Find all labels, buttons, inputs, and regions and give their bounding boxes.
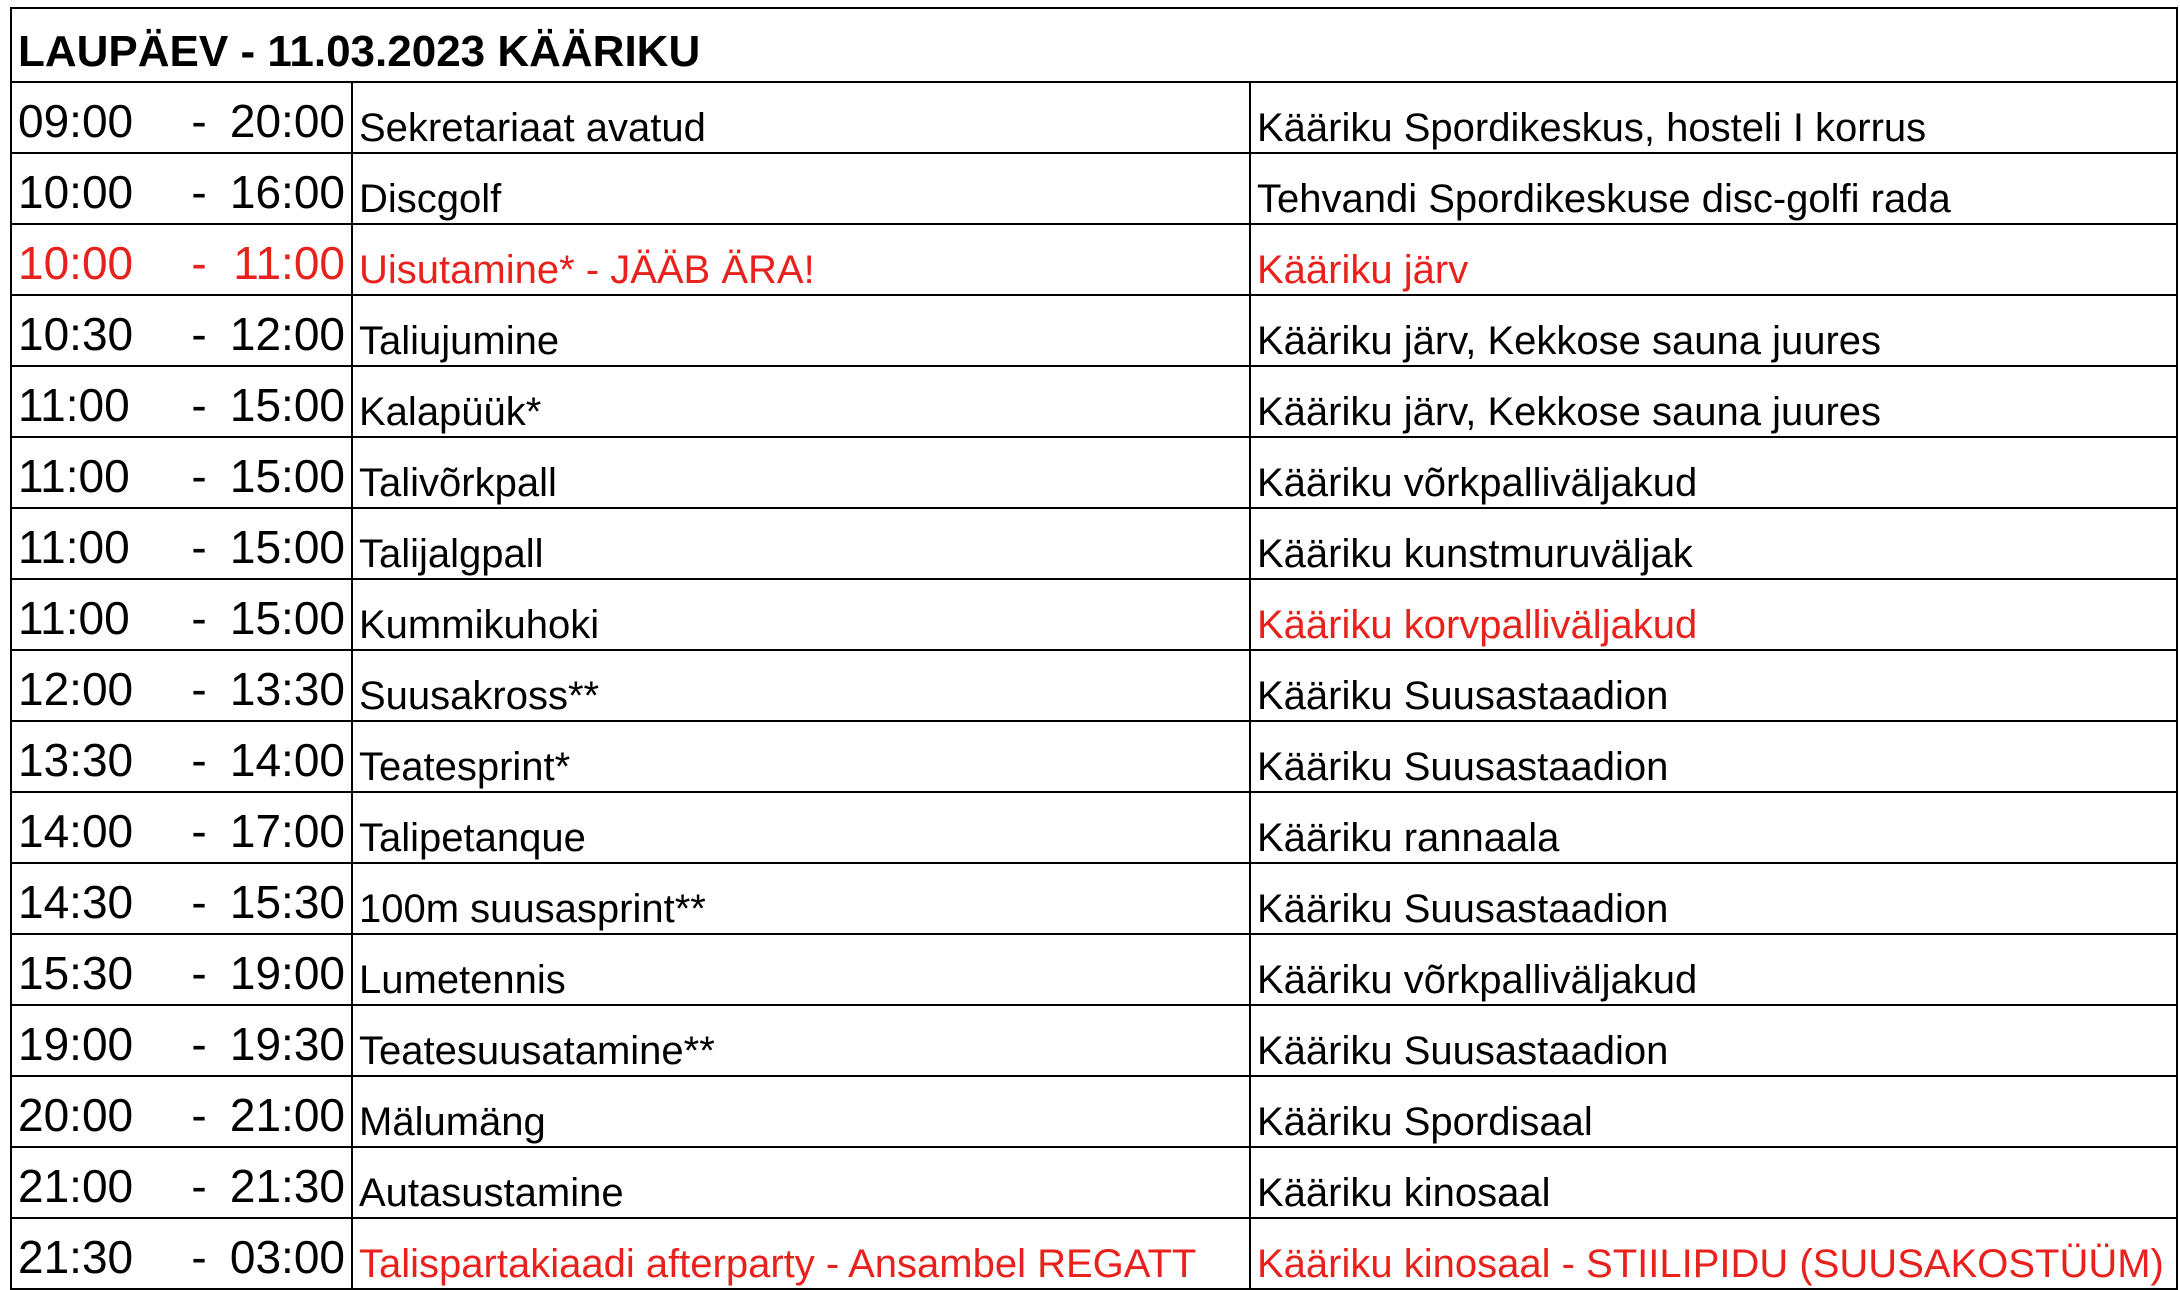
location-cell: Kääriku Suusastaadion (1250, 650, 2177, 721)
schedule-table (10, 7, 2178, 1290)
start-time-cell: 11:00 (11, 366, 174, 437)
activity-cell: Talipetanque (352, 792, 1250, 863)
table-row (11, 437, 2177, 508)
start-time-cell: 14:30 (11, 863, 174, 934)
location-cell: Kääriku kinosaal (1250, 1147, 2177, 1218)
activity-cell: Taliujumine (352, 295, 1250, 366)
activity-cell: Teatesuusatamine** (352, 1005, 1250, 1076)
end-time-cell: 21:00 (224, 1076, 352, 1147)
table-row (11, 224, 2177, 295)
location-cell: Kääriku Suusastaadion (1250, 1005, 2177, 1076)
activity-cell: Talispartakiaadi afterparty - Ansambel REGATT (352, 1218, 1250, 1289)
start-time-cell: 11:00 (11, 508, 174, 579)
activity-cell: Uisutamine* - JÄÄB ÄRA! (352, 224, 1250, 295)
table-row (11, 1147, 2177, 1218)
location-cell: Kääriku rannaala (1250, 792, 2177, 863)
time-separator: - (174, 1147, 224, 1218)
time-separator: - (174, 863, 224, 934)
time-separator: - (174, 366, 224, 437)
start-time-cell: 19:00 (11, 1005, 174, 1076)
table-row (11, 508, 2177, 579)
time-separator: - (174, 437, 224, 508)
activity-cell: 100m suusasprint** (352, 863, 1250, 934)
end-time-cell: 11:00 (224, 224, 352, 295)
location-cell: Kääriku Spordisaal (1250, 1076, 2177, 1147)
time-separator: - (174, 934, 224, 1005)
table-row (11, 1005, 2177, 1076)
activity-cell: Sekretariaat avatud (352, 82, 1250, 153)
time-separator: - (174, 1076, 224, 1147)
start-time-cell: 10:00 (11, 224, 174, 295)
activity-cell: Mälumäng (352, 1076, 1250, 1147)
location-cell: Tehvandi Spordikeskuse disc-golfi rada (1250, 153, 2177, 224)
start-time-cell: 21:30 (11, 1218, 174, 1289)
time-separator: - (174, 224, 224, 295)
location-cell: Kääriku võrkpalliväljakud (1250, 934, 2177, 1005)
table-row (11, 295, 2177, 366)
time-separator: - (174, 508, 224, 579)
time-separator: - (174, 792, 224, 863)
end-time-cell: 15:00 (224, 508, 352, 579)
location-cell: Kääriku korvpalliväljakud (1250, 579, 2177, 650)
table-row (11, 579, 2177, 650)
start-time-cell: 12:00 (11, 650, 174, 721)
end-time-cell: 19:30 (224, 1005, 352, 1076)
location-cell: Kääriku järv, Kekkose sauna juures (1250, 295, 2177, 366)
title-row (11, 8, 2177, 82)
time-separator: - (174, 650, 224, 721)
table-row (11, 366, 2177, 437)
location-cell: Kääriku Suusastaadion (1250, 721, 2177, 792)
end-time-cell: 21:30 (224, 1147, 352, 1218)
activity-cell: Kummikuhoki (352, 579, 1250, 650)
end-time-cell: 15:00 (224, 579, 352, 650)
end-time-cell: 20:00 (224, 82, 352, 153)
activity-cell: Kalapüük* (352, 366, 1250, 437)
table-row (11, 934, 2177, 1005)
end-time-cell: 03:00 (224, 1218, 352, 1289)
table-row (11, 792, 2177, 863)
activity-cell: Lumetennis (352, 934, 1250, 1005)
page-title: LAUPÄEV - 11.03.2023 KÄÄRIKU (11, 8, 2177, 82)
activity-cell: Suusakross** (352, 650, 1250, 721)
end-time-cell: 15:30 (224, 863, 352, 934)
start-time-cell: 15:30 (11, 934, 174, 1005)
end-time-cell: 13:30 (224, 650, 352, 721)
activity-cell: Talivõrkpall (352, 437, 1250, 508)
location-cell: Kääriku järv (1250, 224, 2177, 295)
time-separator: - (174, 82, 224, 153)
table-row (11, 1076, 2177, 1147)
start-time-cell: 21:00 (11, 1147, 174, 1218)
end-time-cell: 16:00 (224, 153, 352, 224)
location-cell: Kääriku järv, Kekkose sauna juures (1250, 366, 2177, 437)
table-row (11, 82, 2177, 153)
time-separator: - (174, 1005, 224, 1076)
location-cell: Kääriku Suusastaadion (1250, 863, 2177, 934)
location-cell: Kääriku Spordikeskus, hosteli I korrus (1250, 82, 2177, 153)
end-time-cell: 12:00 (224, 295, 352, 366)
location-cell: Kääriku kunstmuruväljak (1250, 508, 2177, 579)
schedule-body (11, 8, 2177, 1289)
start-time-cell: 10:00 (11, 153, 174, 224)
time-separator: - (174, 1218, 224, 1289)
activity-cell: Discgolf (352, 153, 1250, 224)
end-time-cell: 19:00 (224, 934, 352, 1005)
location-cell: Kääriku kinosaal - STIILIPIDU (SUUSAKOSTÜÜM) (1250, 1218, 2177, 1289)
start-time-cell: 11:00 (11, 579, 174, 650)
table-row (11, 863, 2177, 934)
start-time-cell: 14:00 (11, 792, 174, 863)
start-time-cell: 11:00 (11, 437, 174, 508)
activity-cell: Autasustamine (352, 1147, 1250, 1218)
start-time-cell: 10:30 (11, 295, 174, 366)
end-time-cell: 15:00 (224, 437, 352, 508)
start-time-cell: 09:00 (11, 82, 174, 153)
end-time-cell: 14:00 (224, 721, 352, 792)
start-time-cell: 13:30 (11, 721, 174, 792)
start-time-cell: 20:00 (11, 1076, 174, 1147)
end-time-cell: 17:00 (224, 792, 352, 863)
location-cell: Kääriku võrkpalliväljakud (1250, 437, 2177, 508)
table-row (11, 1218, 2177, 1289)
activity-cell: Talijalgpall (352, 508, 1250, 579)
end-time-cell: 15:00 (224, 366, 352, 437)
time-separator: - (174, 153, 224, 224)
time-separator: - (174, 721, 224, 792)
table-row (11, 650, 2177, 721)
table-row (11, 721, 2177, 792)
activity-cell: Teatesprint* (352, 721, 1250, 792)
table-row (11, 153, 2177, 224)
time-separator: - (174, 295, 224, 366)
time-separator: - (174, 579, 224, 650)
